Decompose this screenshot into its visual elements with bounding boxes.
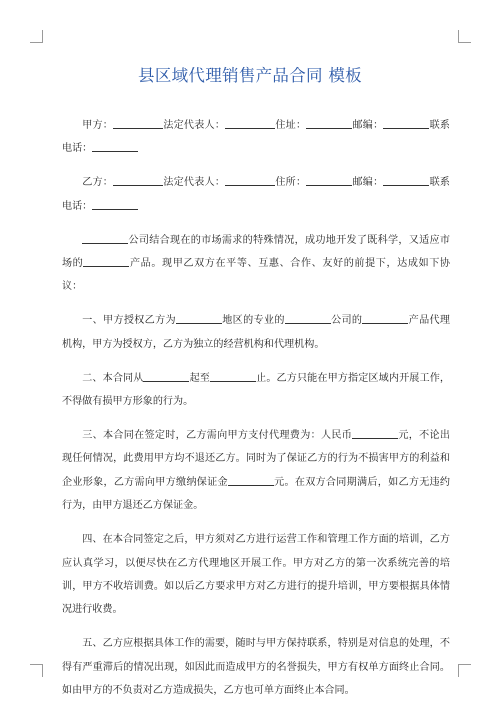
party-b-phone-label: 电话： xyxy=(62,200,93,212)
agency-fee-blank xyxy=(352,426,398,439)
party-b-contact-label: 联系 xyxy=(429,177,451,189)
party-b-zip-blank xyxy=(383,173,429,186)
party-a-addr-blank xyxy=(306,116,352,129)
party-a-contact-label: 联系 xyxy=(429,120,451,131)
agency-company-blank xyxy=(285,311,331,324)
intro-text-1: 公司结合现在的市场需求的特殊情况，成功地开发了既科学，又适应市场的 xyxy=(62,234,450,270)
clause-1-paragraph xyxy=(62,309,450,356)
party-b-rep-label: 法定代表人： xyxy=(163,177,226,189)
clause-3-text-1: 三、本合同在签定时，乙方需向甲方支付代理费为：人民币 xyxy=(82,429,353,441)
party-b-zip-label: 邮编： xyxy=(352,177,384,189)
clause-1-text-2: 地区的专业的 xyxy=(221,315,285,327)
clause-3-text-2: 元，不论出现任何情况，此费用甲方均不退还乙方。同时为了保证乙方的行为不损害甲方的利益和企业形象，乙方需向甲方缴纳保证金 xyxy=(62,429,450,488)
party-b-phone-blank xyxy=(92,197,138,210)
party-a-paragraph xyxy=(62,114,450,161)
clause-2-text-3: 止。乙方只能在甲方指定区域内开展工作，不得做有损甲方形象的行为。 xyxy=(62,372,451,408)
party-a-phone-blank xyxy=(92,139,138,152)
clause-3-paragraph xyxy=(62,424,450,518)
end-date-blank xyxy=(210,369,256,382)
region-blank xyxy=(176,311,222,324)
document-body xyxy=(62,114,450,713)
party-b-label: 乙方： xyxy=(82,177,114,189)
start-date-blank xyxy=(143,369,189,382)
document-title: 县区域代理销售产品合同 模板 xyxy=(138,66,362,85)
party-a-name-blank xyxy=(113,116,163,129)
party-a-rep-label: 法定代表人： xyxy=(163,120,226,131)
clause-2-text-2: 起至 xyxy=(189,372,210,384)
agency-product-blank xyxy=(362,311,408,324)
clause-1-text-4: 产品代理机构，甲方为授权方，乙方为独立的经营机构和代理机构。 xyxy=(62,315,451,350)
party-b-addr-label: 住所： xyxy=(275,177,307,189)
clause-1-text-1: 一、甲方授权乙方为 xyxy=(82,315,176,327)
crop-mark-bottom-left xyxy=(30,664,43,677)
crop-mark-top-left xyxy=(30,30,43,43)
clause-2-text-1: 二、本合同从 xyxy=(82,372,144,384)
clause-1-text-3: 公司的 xyxy=(330,315,363,327)
company-blank xyxy=(82,231,128,244)
product-blank xyxy=(83,254,129,267)
party-a-zip-label: 邮编： xyxy=(352,120,384,131)
party-b-rep-blank xyxy=(225,173,275,186)
party-b-paragraph xyxy=(62,171,450,218)
deposit-blank xyxy=(228,473,274,486)
intro-text-2: 产品。现甲乙双方在平等、互惠、合作、友好的前提下，达成如下协议： xyxy=(62,258,450,293)
party-a-rep-blank xyxy=(225,116,275,129)
party-a-label: 甲方： xyxy=(82,120,114,131)
intro-paragraph xyxy=(62,229,450,299)
clause-3-text-3: 元。在双方合同期满后，如乙方无违约行为，由甲方退还乙方保证金。 xyxy=(62,476,451,512)
crop-mark-top-right xyxy=(458,30,471,43)
party-a-phone-label: 电话： xyxy=(62,143,93,155)
clause-5-paragraph: 五、乙方应根据具体工作的需要，随时与甲方保持联系，特别是对信息的处理，不得有严重滞后的情况出现，如因此而造成甲方的名誉损失，甲方有权单方面终止合同。如由甲方的不负责对乙方造成损失，乙方也可单方面终止本合同。 xyxy=(62,638,450,697)
clause-2-paragraph xyxy=(62,367,450,414)
party-a-addr-label: 住址： xyxy=(275,120,307,131)
party-b-addr-blank xyxy=(306,173,352,186)
crop-mark-bottom-right xyxy=(458,664,471,677)
party-a-zip-blank xyxy=(383,116,429,129)
party-b-name-blank xyxy=(113,173,163,186)
clause-4-paragraph: 四、在本合同签定之后，甲方须对乙方进行运营工作和管理工作方面的培训，乙方应认真学习，以便尽快在乙方代理地区开展工作。甲方对乙方的第一次系统完善的培训，甲方不收培训费。如以后乙方要求甲方对乙方进行的提升培训，甲方要根据具体情况进行收费。 xyxy=(62,534,450,616)
